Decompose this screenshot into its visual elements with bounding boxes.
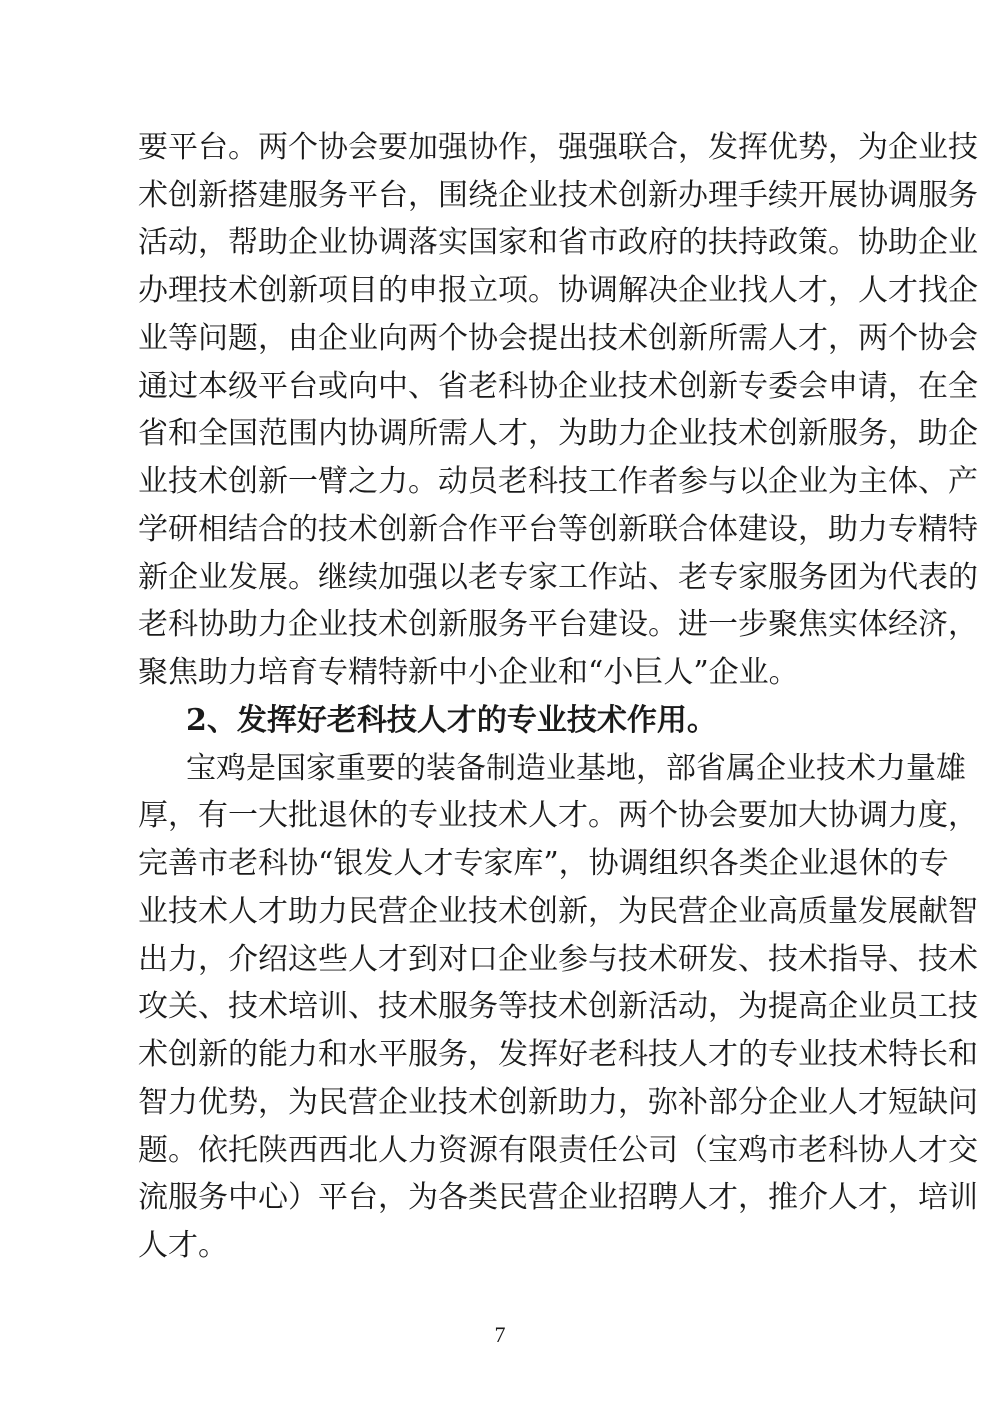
text-line: 完善市老科协“银发人才专家库”，协调组织各类企业退休的专 — [138, 846, 949, 881]
text-line: 出力，介绍这些人才到对口企业参与技术研发、技术指导、技术 — [138, 942, 978, 977]
text-line: 通过本级平台或向中、省老科协企业技术创新专委会申请，在全 — [138, 369, 978, 404]
text-line: 流服务中心）平台，为各类民营企业招聘人才，推介人才，培训 — [138, 1180, 978, 1215]
text-line: 省和全国范围内协调所需人才，为助力企业技术创新服务，助企 — [138, 416, 978, 451]
text-line: 业等问题，由企业向两个协会提出技术创新所需人才，两个协会 — [138, 321, 978, 356]
text-line: 要平台。两个协会要加强协作，强强联合，发挥优势，为企业技 — [138, 130, 978, 165]
text-line: 学研相结合的技术创新合作平台等创新联合体建设，助力专精特 — [138, 512, 978, 547]
text-line: 人才。 — [138, 1228, 228, 1263]
text-line: 聚焦助力培育专精特新中小企业和“小巨人”企业。 — [138, 655, 799, 690]
text-line: 老科协助力企业技术创新服务平台建设。进一步聚焦实体经济， — [138, 607, 978, 642]
text-line: 新企业发展。继续加强以老专家工作站、老专家服务团为代表的 — [138, 560, 978, 595]
text-line: 术创新的能力和水平服务，发挥好老科技人才的专业技术特长和 — [138, 1037, 978, 1072]
text-line: 厚，有一大批退休的专业技术人才。两个协会要加大协调力度， — [138, 798, 978, 833]
text-line: 题。依托陕西西北人力资源有限责任公司（宝鸡市老科协人才交 — [138, 1133, 978, 1168]
text-line: 攻关、技术培训、技术服务等技术创新活动，为提高企业员工技 — [138, 989, 978, 1024]
text-line: 办理技术创新项目的申报立项。协调解决企业找人才，人才找企 — [138, 273, 978, 308]
text-line: 业技术人才助力民营企业技术创新，为民营企业高质量发展献智 — [138, 894, 978, 929]
text-line: 宝鸡是国家重要的装备制造业基地，部省属企业技术力量雄 — [186, 751, 966, 786]
text-line: 智力优势，为民营企业技术创新助力，弥补部分企业人才短缺问 — [138, 1085, 978, 1120]
page-number: 7 — [494, 1322, 506, 1347]
text-line: 业技术创新一臂之力。动员老科技工作者参与以企业为主体、产 — [138, 464, 978, 499]
section-heading: 2、发挥好老科技人才的专业技术作用。 — [186, 703, 717, 738]
text-line: 术创新搭建服务平台，围绕企业技术创新办理手续开展协调服务 — [138, 178, 978, 213]
text-line: 活动，帮助企业协调落实国家和省市政府的扶持政策。协助企业 — [138, 225, 978, 260]
